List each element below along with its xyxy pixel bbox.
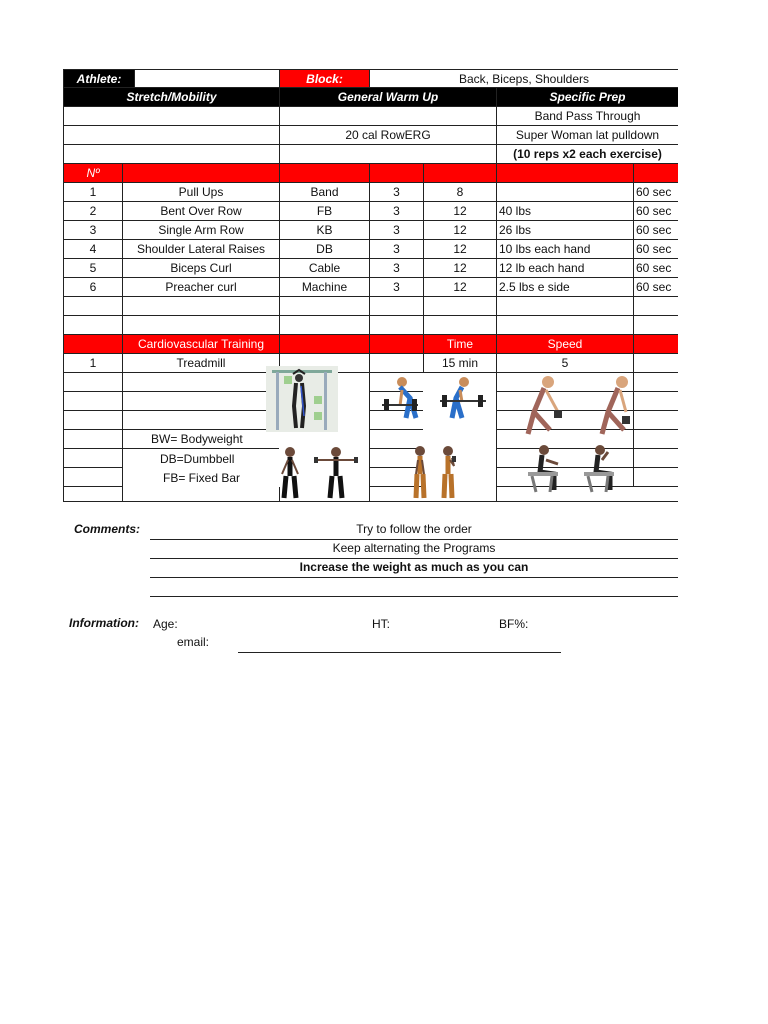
exercise-reps: 12	[423, 240, 496, 259]
empty-cell	[633, 316, 678, 335]
table-row	[63, 183, 678, 202]
empty-row	[63, 316, 678, 335]
comment-line-2: Keep alternating the Programs	[332, 541, 496, 555]
table-row	[63, 259, 678, 278]
exercise-rest: 60 sec	[633, 221, 678, 240]
exercise-load: 2.5 lbs e side	[496, 278, 633, 297]
biceps-curl-illustration	[408, 444, 462, 500]
comment-rule	[150, 539, 678, 540]
exercise-load: 12 lb each hand	[496, 259, 633, 278]
athlete-value[interactable]	[134, 69, 279, 88]
stretch-cell	[63, 126, 279, 145]
sets-header	[369, 164, 423, 183]
bf-label: BF%:	[499, 617, 529, 631]
cardio-header-row	[63, 335, 678, 354]
reps-header	[423, 164, 496, 183]
table-row	[63, 202, 678, 221]
block-label: Block:	[279, 69, 369, 88]
comment-line-3: Increase the weight as much as you can	[299, 560, 529, 574]
specific-cell: (10 reps x2 each exercise)	[496, 145, 678, 164]
comments-label: Comments:	[74, 522, 141, 536]
cardio-name: Treadmill	[122, 354, 279, 373]
cardio-time-header: Time	[423, 335, 496, 354]
athlete-label: Athlete:	[63, 69, 134, 88]
warmup-cell: 20 cal RowERG	[279, 126, 496, 145]
exercise-number: 1	[63, 183, 122, 202]
exercise-equipment: FB	[279, 202, 369, 221]
specific-prep-header: Specific Prep	[496, 88, 678, 107]
cardio-empty-header	[633, 335, 678, 354]
empty-cell	[122, 373, 279, 392]
warmup-cell	[279, 107, 496, 126]
legend-bw: BW= Bodyweight	[122, 430, 279, 449]
empty-cell	[122, 316, 279, 335]
warmup-header: General Warm Up	[279, 88, 496, 107]
empty-cell	[122, 392, 279, 411]
exercise-equipment: Machine	[279, 278, 369, 297]
empty-cell	[496, 297, 633, 316]
exercise-header	[122, 164, 279, 183]
empty-cell	[369, 354, 423, 373]
prep-row	[63, 107, 678, 126]
exercise-load: 10 lbs each hand	[496, 240, 633, 259]
exercise-reps: 12	[423, 202, 496, 221]
equipment-header	[279, 164, 369, 183]
pull-up-illustration	[266, 366, 338, 432]
exercise-name: Single Arm Row	[122, 221, 279, 240]
empty-cell	[122, 487, 279, 502]
section-header-row	[63, 88, 678, 107]
exercise-name: Pull Ups	[122, 183, 279, 202]
stretch-cell	[63, 107, 279, 126]
exercise-load: 26 lbs	[496, 221, 633, 240]
exercise-equipment: Band	[279, 183, 369, 202]
email-field[interactable]	[238, 652, 561, 653]
exercise-sets: 3	[369, 259, 423, 278]
comment-rule	[150, 577, 678, 578]
empty-cell	[633, 354, 678, 373]
cardio-time: 15 min	[423, 354, 496, 373]
table-row	[63, 240, 678, 259]
exercise-number: 6	[63, 278, 122, 297]
exercise-rest: 60 sec	[633, 240, 678, 259]
exercise-load	[496, 183, 633, 202]
warmup-cell	[279, 145, 496, 164]
legend-db: DB=Dumbbell	[122, 449, 279, 468]
empty-row	[63, 297, 678, 316]
stretch-cell	[63, 145, 279, 164]
prep-row	[63, 145, 678, 164]
empty-cell	[279, 297, 369, 316]
exercise-number: 3	[63, 221, 122, 240]
exercise-rest: 60 sec	[633, 183, 678, 202]
age-label: Age:	[153, 617, 178, 631]
cardio-empty-header	[369, 335, 423, 354]
exercise-reps: 12	[423, 259, 496, 278]
comment-rule	[150, 558, 678, 559]
exercise-header-row	[63, 164, 678, 183]
cardio-speed: 5	[496, 354, 633, 373]
table-row	[63, 278, 678, 297]
specific-cell: Super Woman lat pulldown	[496, 126, 678, 145]
exercise-sets: 3	[369, 183, 423, 202]
cardio-number: 1	[63, 354, 122, 373]
information-label: Information:	[69, 616, 139, 630]
exercise-name: Preacher curl	[122, 278, 279, 297]
legend-fb: FB= Fixed Bar	[122, 468, 279, 487]
exercise-reps: 12	[423, 221, 496, 240]
prep-row	[63, 126, 678, 145]
exercise-rest: 60 sec	[633, 278, 678, 297]
lateral-raise-illustration	[276, 444, 360, 500]
empty-cell	[369, 316, 423, 335]
exercise-name: Bent Over Row	[122, 202, 279, 221]
bent-over-row-illustration	[380, 372, 490, 426]
exercise-reps: 8	[423, 183, 496, 202]
exercise-reps: 12	[423, 278, 496, 297]
comment-line-1: Try to follow the order	[356, 522, 472, 536]
empty-cell	[63, 487, 122, 502]
preacher-curl-illustration	[524, 442, 630, 494]
load-header	[496, 164, 633, 183]
empty-cell	[423, 297, 496, 316]
empty-cell	[63, 449, 122, 468]
exercise-name: Biceps Curl	[122, 259, 279, 278]
exercise-rest: 60 sec	[633, 202, 678, 221]
single-arm-row-illustration	[520, 372, 640, 438]
rest-header	[633, 164, 678, 183]
block-value: Back, Biceps, Shoulders	[369, 69, 678, 88]
exercise-sets: 3	[369, 202, 423, 221]
empty-cell	[279, 316, 369, 335]
empty-cell	[633, 297, 678, 316]
number-header: Nº	[63, 164, 122, 183]
empty-cell	[369, 297, 423, 316]
exercise-number: 2	[63, 202, 122, 221]
empty-cell	[122, 411, 279, 430]
cardio-empty-header	[279, 335, 369, 354]
empty-cell	[633, 468, 678, 487]
empty-cell	[63, 468, 122, 487]
email-label: email:	[177, 635, 210, 649]
empty-cell	[63, 316, 122, 335]
empty-cell	[63, 373, 122, 392]
cardio-speed-header: Speed	[496, 335, 633, 354]
empty-cell	[633, 449, 678, 468]
empty-cell	[63, 430, 122, 449]
cardio-number-header	[63, 335, 122, 354]
exercise-equipment: KB	[279, 221, 369, 240]
empty-cell	[63, 297, 122, 316]
specific-cell: Band Pass Through	[496, 107, 678, 126]
exercise-sets: 3	[369, 221, 423, 240]
cardio-title: Cardiovascular Training	[122, 335, 279, 354]
stretch-header: Stretch/Mobility	[63, 88, 279, 107]
empty-cell	[423, 316, 496, 335]
exercise-rest: 60 sec	[633, 259, 678, 278]
exercise-equipment: DB	[279, 240, 369, 259]
ht-label: HT:	[372, 617, 390, 631]
empty-cell	[63, 392, 122, 411]
exercise-sets: 3	[369, 240, 423, 259]
exercise-load: 40 lbs	[496, 202, 633, 221]
empty-cell	[496, 316, 633, 335]
header-row	[63, 69, 678, 88]
comment-rule	[150, 596, 678, 597]
empty-cell	[63, 411, 122, 430]
exercise-equipment: Cable	[279, 259, 369, 278]
table-row	[63, 221, 678, 240]
exercise-number: 5	[63, 259, 122, 278]
exercise-number: 4	[63, 240, 122, 259]
exercise-name: Shoulder Lateral Raises	[122, 240, 279, 259]
cardio-row	[63, 354, 678, 373]
empty-cell	[122, 297, 279, 316]
exercise-sets: 3	[369, 278, 423, 297]
